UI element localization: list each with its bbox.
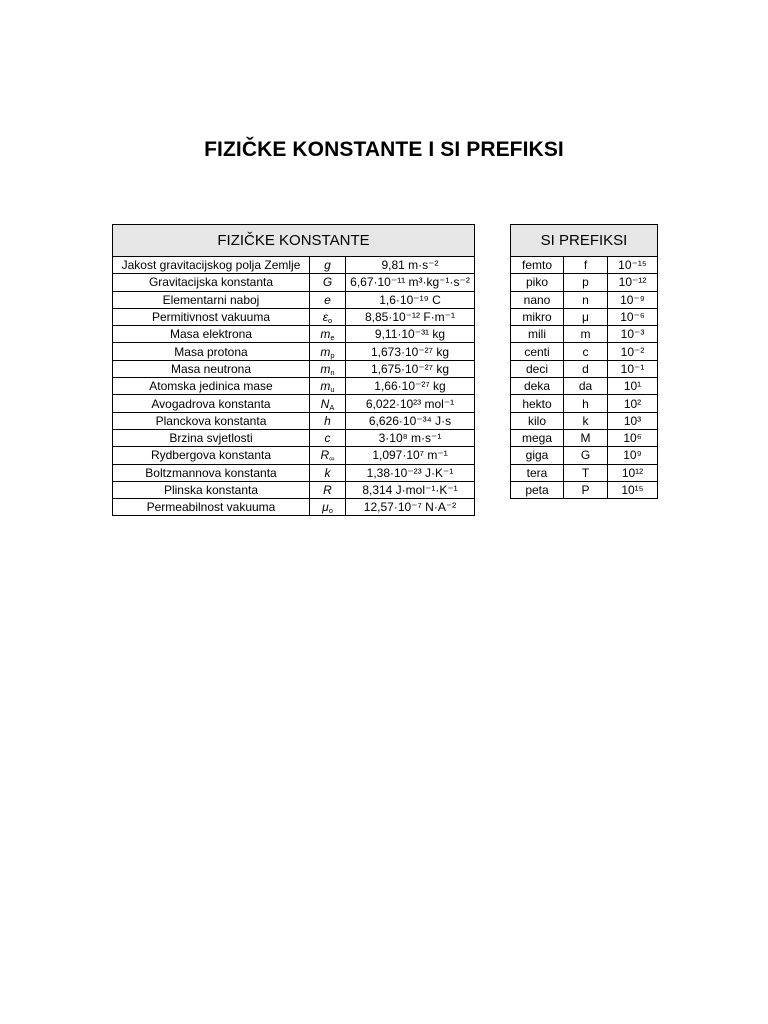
constant-symbol-subscript: o: [328, 316, 333, 326]
prefix-factor: 10⁻¹: [608, 360, 658, 377]
constants-header: FIZIČKE KONSTANTE: [113, 225, 475, 257]
prefix-factor: 10⁻⁶: [608, 308, 658, 325]
constant-symbol: [310, 447, 346, 464]
prefix-symbol: T: [564, 464, 608, 481]
prefix-factor: 10⁻¹²: [608, 274, 658, 291]
prefix-name: peta: [511, 481, 564, 498]
constant-symbol: [310, 429, 346, 446]
constants-header-row: [113, 225, 475, 257]
prefix-name: mili: [511, 326, 564, 343]
constant-symbol-letter: m: [320, 327, 331, 342]
prefix-row: [511, 481, 658, 498]
constant-symbol-letter: μ: [322, 500, 329, 515]
constant-symbol-subscript: e: [330, 333, 335, 343]
prefix-symbol: m: [564, 326, 608, 343]
constant-symbol: [310, 308, 346, 325]
prefix-symbol: P: [564, 481, 608, 498]
constant-symbol-subscript: A: [329, 402, 335, 412]
prefix-row: [511, 308, 658, 325]
prefixes-table: [510, 224, 658, 499]
prefix-row: [511, 291, 658, 308]
prefix-symbol: M: [564, 429, 608, 446]
prefix-name: centi: [511, 343, 564, 360]
prefix-symbol: f: [564, 257, 608, 274]
constant-row: [113, 429, 475, 446]
constant-name: Planckova konstanta: [113, 412, 310, 429]
prefix-factor: 10¹: [608, 378, 658, 395]
constant-symbol: [310, 257, 346, 274]
constant-name: Permeabilnost vakuuma: [113, 499, 310, 516]
constant-value: 1,6·10⁻¹⁹ C: [346, 291, 475, 308]
prefix-name: mikro: [511, 308, 564, 325]
constant-value: 1,66·10⁻²⁷ kg: [346, 378, 475, 395]
constant-name: Gravitacijska konstanta: [113, 274, 310, 291]
constant-symbol-letter: R: [323, 483, 332, 497]
prefix-name: piko: [511, 274, 564, 291]
constant-symbol: [310, 326, 346, 343]
prefix-name: giga: [511, 447, 564, 464]
prefixes-header-row: [511, 225, 658, 257]
constant-name: Masa neutrona: [113, 360, 310, 377]
prefix-name: hekto: [511, 395, 564, 412]
constant-value: 12,57·10⁻⁷ N·A⁻²: [346, 499, 475, 516]
constant-name: Masa elektrona: [113, 326, 310, 343]
prefix-name: kilo: [511, 412, 564, 429]
constant-value: 8,85·10⁻¹² F·m⁻¹: [346, 308, 475, 325]
constant-symbol-subscript: p: [330, 350, 335, 360]
prefix-factor: 10⁶: [608, 429, 658, 446]
constant-name: Masa protona: [113, 343, 310, 360]
constant-symbol-letter: ε: [322, 310, 329, 325]
constant-symbol-letter: m: [320, 361, 331, 376]
constant-value: 9,11·10⁻³¹ kg: [346, 326, 475, 343]
prefix-factor: 10³: [608, 412, 658, 429]
prefix-row: [511, 447, 658, 464]
prefix-row: [511, 429, 658, 446]
prefix-row: [511, 360, 658, 377]
prefix-row: [511, 274, 658, 291]
constant-row: [113, 257, 475, 274]
constant-symbol: [310, 464, 346, 481]
constant-row: [113, 291, 475, 308]
prefix-factor: 10⁻³: [608, 326, 658, 343]
prefix-row: [511, 343, 658, 360]
prefix-row: [511, 326, 658, 343]
constant-name: Avogadrova konstanta: [113, 395, 310, 412]
constant-symbol-letter: k: [324, 465, 331, 480]
constant-symbol: [310, 291, 346, 308]
prefix-row: [511, 257, 658, 274]
constant-row: [113, 464, 475, 481]
constant-value: 3·10⁸ m·s⁻¹: [346, 429, 475, 446]
prefix-factor: 10¹⁵: [608, 481, 658, 498]
constant-name: Atomska jedinica mase: [113, 378, 310, 395]
prefix-factor: 10⁹: [608, 447, 658, 464]
constant-symbol-subscript: u: [330, 385, 335, 395]
constant-symbol-letter: c: [324, 431, 331, 446]
prefix-symbol: c: [564, 343, 608, 360]
constant-row: [113, 360, 475, 377]
constant-row: [113, 395, 475, 412]
prefix-row: [511, 378, 658, 395]
prefix-name: nano: [511, 291, 564, 308]
prefix-row: [511, 412, 658, 429]
constant-symbol-subscript: ∞: [329, 454, 335, 464]
constant-name: Boltzmannova konstanta: [113, 464, 310, 481]
constant-value: 1,675·10⁻²⁷ kg: [346, 360, 475, 377]
constant-symbol-subscript: o: [328, 506, 333, 516]
constant-row: [113, 447, 475, 464]
constant-row: [113, 499, 475, 516]
constants-table: [112, 224, 475, 516]
constant-symbol: [310, 412, 346, 429]
constant-symbol: [310, 274, 346, 291]
prefix-factor: 10⁻¹⁵: [608, 257, 658, 274]
constant-row: [113, 343, 475, 360]
prefix-name: deka: [511, 378, 564, 395]
prefix-factor: 10¹²: [608, 464, 658, 481]
constant-row: [113, 308, 475, 325]
prefix-symbol: h: [564, 395, 608, 412]
prefix-symbol: d: [564, 360, 608, 377]
constant-symbol: [310, 499, 346, 516]
prefix-symbol: da: [564, 378, 608, 395]
constant-row: [113, 412, 475, 429]
constant-symbol-letter: m: [320, 344, 331, 359]
constant-name: Plinska konstanta: [113, 481, 310, 498]
constant-symbol-letter: g: [324, 258, 331, 273]
prefix-symbol: k: [564, 412, 608, 429]
constant-symbol-letter: G: [322, 275, 333, 290]
prefix-symbol: G: [564, 447, 608, 464]
prefix-name: tera: [511, 464, 564, 481]
prefixes-header: SI PREFIKSI: [511, 225, 658, 257]
prefix-name: mega: [511, 429, 564, 446]
prefix-name: deci: [511, 360, 564, 377]
prefix-factor: 10⁻⁹: [608, 291, 658, 308]
constant-name: Elementarni naboj: [113, 291, 310, 308]
constant-symbol-letter: h: [324, 413, 331, 428]
constant-symbol: [310, 481, 346, 498]
constant-row: [113, 326, 475, 343]
constant-symbol-letter: e: [324, 292, 331, 307]
prefix-symbol: n: [564, 291, 608, 308]
constant-symbol-letter: N: [320, 396, 330, 411]
constant-row: [113, 378, 475, 395]
constant-name: Permitivnost vakuuma: [113, 308, 310, 325]
constant-symbol-subscript: n: [330, 367, 335, 377]
prefix-name: femto: [511, 257, 564, 274]
prefix-symbol: p: [564, 274, 608, 291]
constant-symbol: [310, 395, 346, 412]
constant-symbol-letter: m: [320, 379, 331, 394]
constant-symbol: [310, 343, 346, 360]
constant-value: 1,38·10⁻²³ J·K⁻¹: [346, 464, 475, 481]
constant-value: 6,67·10⁻¹¹ m³·kg⁻¹·s⁻²: [346, 274, 475, 291]
constant-symbol: [310, 360, 346, 377]
constant-row: [113, 481, 475, 498]
prefix-symbol: μ: [564, 308, 608, 325]
prefix-factor: 10²: [608, 395, 658, 412]
prefix-row: [511, 395, 658, 412]
constant-symbol: [310, 378, 346, 395]
constant-value: 1,097·10⁷ m⁻¹: [346, 447, 475, 464]
constant-value: 6,022·10²³ mol⁻¹: [346, 395, 475, 412]
prefix-row: [511, 464, 658, 481]
constant-name: Rydbergova konstanta: [113, 447, 310, 464]
constant-name: Jakost gravitacijskog polja Zemlje: [113, 257, 310, 274]
constant-symbol-letter: R: [320, 448, 330, 463]
constant-value: 6,626·10⁻³⁴ J·s: [346, 412, 475, 429]
constant-name: Brzina svjetlosti: [113, 429, 310, 446]
constant-value: 9,81 m·s⁻²: [346, 257, 475, 274]
constant-value: 8,314 J·mol⁻¹·K⁻¹: [346, 481, 475, 498]
prefix-factor: 10⁻²: [608, 343, 658, 360]
constant-value: 1,673·10⁻²⁷ kg: [346, 343, 475, 360]
constant-row: [113, 274, 475, 291]
page-title: FIZIČKE KONSTANTE I SI PREFIKSI: [204, 138, 564, 161]
